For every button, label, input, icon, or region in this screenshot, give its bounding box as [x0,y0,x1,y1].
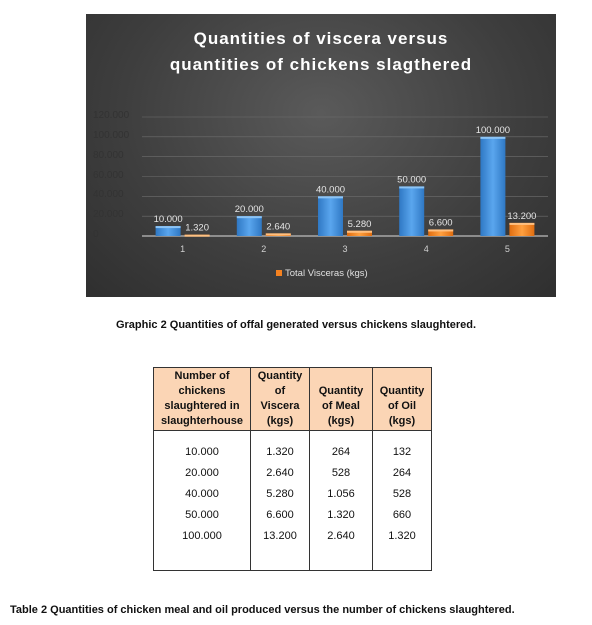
header-line: Quantity [257,370,303,382]
data-label: 100.000 [475,124,511,136]
data-label: 6.600 [428,217,453,229]
bar-orange-highlight [185,235,210,237]
bar-blue-highlight [480,137,505,139]
bar-orange-highlight [347,231,372,233]
table-row [154,462,432,483]
x-tick-label: 4 [423,244,429,254]
table-header-row [154,368,432,431]
chart-title [86,26,556,78]
table-cell: 50.000 [154,504,251,525]
bar-blue-highlight [156,226,181,228]
header-line: Viscera [260,400,300,412]
legend-label: Total Visceras (kgs) [285,268,368,279]
table-cell: 528 [310,462,373,483]
table-cell: 1.320 [251,431,310,463]
bar-blue-highlight [318,196,343,198]
column-header [373,368,432,431]
header-line: Quantity [379,385,425,397]
table-caption: Table 2 Quantities of chicken meal and oil produced versus the number of chickens slaughtered. [10,604,515,616]
bar-blue [399,186,424,236]
header-line: Number of [174,370,230,382]
chart-title-line-1: Quantities of viscera versus [193,29,449,48]
header-line: (kgs) [327,415,355,427]
y-tick-label: 100.000 [93,129,130,141]
bar-blue-highlight [399,186,424,188]
header-line: chickens [178,385,226,397]
chart-title-line-2: quantities of chickens slagthered [169,55,473,74]
x-tick-label: 5 [504,244,510,254]
legend-swatch [276,270,282,276]
table-cell: 1.320 [310,504,373,525]
x-tick-label: 3 [342,244,348,254]
table-cell: 5.280 [251,483,310,504]
data-label: 2.640 [266,221,291,233]
data-label: 13.200 [507,210,537,222]
graphic-caption: Graphic 2 Quantities of offal generated versus chickens slaughtered. [115,319,477,331]
x-tick-label: 1 [180,244,186,254]
header-line: slaughtered in [164,400,240,412]
table-cell: 40.000 [154,483,251,504]
header-line: of Oil [387,400,417,412]
table-row [154,525,432,571]
data-label: 40.000 [315,184,346,196]
table-cell: 2.640 [251,462,310,483]
table-row [154,504,432,525]
table-cell: 10.000 [154,431,251,463]
quantities-table [153,367,432,571]
bar-blue [480,137,505,236]
data-label: 50.000 [397,174,427,186]
bar-blue-highlight [237,216,262,218]
table-cell: 13.200 [251,525,310,571]
table-row [154,483,432,504]
bar-blue [237,216,262,236]
x-tick-label: 2 [261,244,267,254]
table-cell: 660 [373,504,432,525]
column-header [251,368,310,431]
bar-orange-highlight [428,229,453,231]
y-tick-label: 120.000 [93,110,130,121]
y-tick-label: 60.000 [93,169,124,181]
bar-orange-highlight [266,233,291,235]
header-line: (kgs) [388,415,416,427]
header-line: (kgs) [266,415,294,427]
y-tick-label: 20.000 [93,209,124,221]
table-cell: 264 [373,462,432,483]
bar-blue [318,196,343,236]
header-line: Quantity [318,385,364,397]
data-label: 20.000 [234,204,264,216]
header-line: of [274,385,286,397]
table-cell: 20.000 [154,462,251,483]
table-cell: 2.640 [310,525,373,571]
table-cell: 1.320 [373,525,432,571]
data-label: 5.280 [347,218,372,230]
header-line: slaughterhouse [161,415,243,427]
column-header [310,368,373,431]
y-tick-label: 40.000 [93,189,124,201]
table-cell: 6.600 [251,504,310,525]
header-line: of Meal [322,400,360,412]
table-cell: 528 [373,483,432,504]
y-tick-label: 0 [93,229,99,240]
bar-orange-highlight [509,223,534,225]
data-label: 1.320 [185,222,209,234]
column-header [154,368,251,431]
table-row [154,431,432,463]
table-cell: 1.056 [310,483,373,504]
table-cell: 132 [373,431,432,463]
table-cell: 264 [310,431,373,463]
y-tick-label: 80.000 [93,149,124,161]
data-label: 10.000 [153,214,183,226]
table-cell: 100.000 [154,525,251,571]
